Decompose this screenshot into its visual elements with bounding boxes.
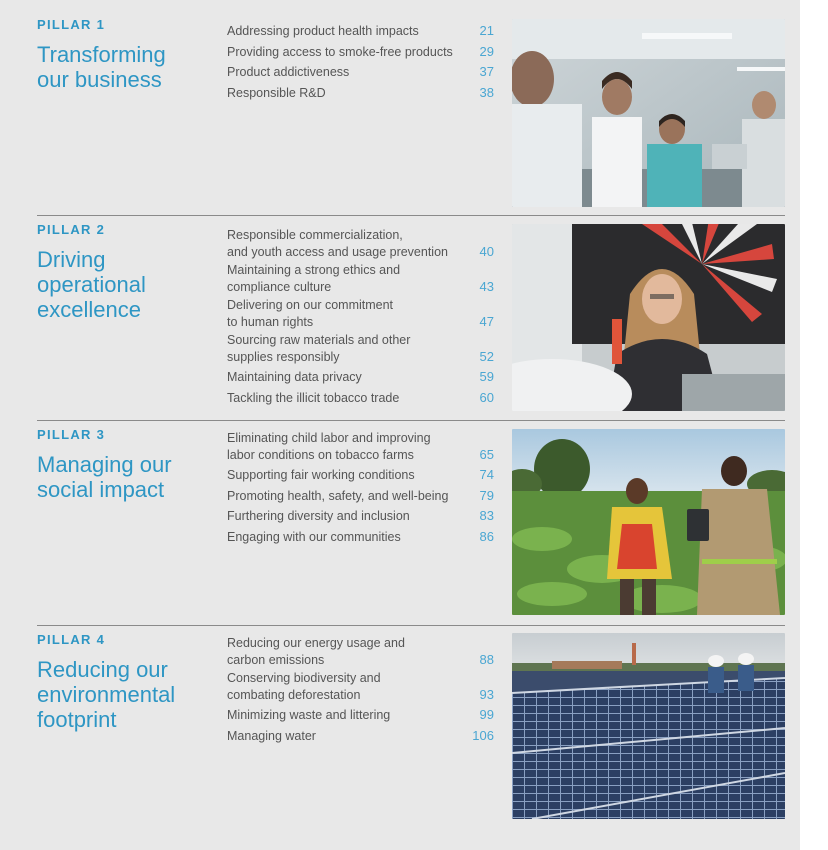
topic-label: Conserving biodiversity and [227,671,381,685]
topic-list [227,430,497,545]
pillar-title [37,247,146,322]
lab-meeting-photo [512,19,785,207]
topic-item[interactable] [227,332,497,365]
pillar-label: PILLAR 1 [37,17,106,32]
page-number[interactable]: 60 [479,389,494,405]
pillar-title-line: environmental [37,682,176,707]
topic-label: Providing access to smoke-free products [227,44,453,59]
page-number[interactable]: 74 [479,467,494,482]
pillar-label: PILLAR 4 [37,632,106,647]
topic-label: combating deforestation [227,687,361,702]
pillar-title [37,42,166,92]
page-number[interactable]: 37 [479,64,494,79]
page-number[interactable]: 21 [479,23,494,38]
topic-list [227,635,497,744]
page-number[interactable]: 86 [479,528,494,544]
pillar-title [37,657,175,732]
pillar-title-line: Transforming [37,42,166,67]
pillar-title [37,452,172,502]
topic-label: Reducing our energy usage and [227,636,405,650]
pillar-title-line: our business [37,67,162,92]
topic-item[interactable] [227,467,497,484]
topic-label: labor conditions on tobacco farms [227,447,414,462]
pillar-label: PILLAR 3 [37,427,106,442]
topic-label: Eliminating child labor and improving [227,431,431,445]
page-number[interactable]: 40 [479,243,494,259]
section-divider [37,420,785,421]
topic-item[interactable] [227,23,497,40]
pillar-3-section [0,427,800,622]
topic-list [227,23,497,101]
topic-label: Addressing product health impacts [227,24,419,38]
pillar-2-section [0,222,800,417]
pillar-1-section [0,17,800,212]
topic-label: Sourcing raw materials and other [227,333,411,347]
pillar-label: PILLAR 2 [37,222,106,237]
pillar-title-line: operational [37,272,146,297]
tobacco-field-farmers-photo [512,429,785,615]
page-number[interactable]: 79 [479,487,494,503]
topic-label: Promoting health, safety, and well-being [227,488,449,503]
topic-item[interactable] [227,670,497,703]
page-number[interactable]: 38 [479,84,494,100]
page-number[interactable]: 106 [472,727,494,743]
topic-label: Maintaining data privacy [227,370,362,384]
page-number[interactable]: 52 [479,348,494,364]
topic-label: Delivering on our commitment [227,298,394,312]
topic-label: carbon emissions [227,652,325,667]
topic-item[interactable] [227,297,497,330]
pillar-title-line: Driving [37,247,106,272]
topic-label: compliance culture [227,279,332,294]
pillar-4-section [0,632,800,827]
topic-label: to human rights [227,314,314,329]
page-number[interactable]: 83 [479,508,494,523]
topic-label: Responsible commercialization, [227,228,403,242]
section-divider [37,625,785,626]
topic-label: supplies responsibly [227,349,340,364]
topic-label: Furthering diversity and inclusion [227,509,410,523]
page-number[interactable]: 88 [479,651,494,667]
topic-label: Managing water [227,728,316,743]
topic-item[interactable] [227,508,497,525]
pillar-title-line: Reducing our [37,657,168,682]
page-number[interactable]: 65 [479,446,494,462]
topic-item[interactable] [227,227,497,260]
solar-panels-photo [512,633,785,819]
topic-item[interactable] [227,529,497,546]
pillar-title-line: Managing our [37,452,172,477]
topic-label: and youth access and usage prevention [227,244,448,259]
topic-list [227,227,497,406]
topic-label: Engaging with our communities [227,529,401,544]
topic-item[interactable] [227,85,497,102]
topic-item[interactable] [227,369,497,386]
topic-item[interactable] [227,488,497,505]
topic-label: Product addictiveness [227,65,350,79]
topic-item[interactable] [227,707,497,724]
page-number[interactable]: 43 [479,278,494,294]
topic-item[interactable] [227,635,497,668]
section-divider [37,215,785,216]
page-number[interactable]: 99 [479,707,494,722]
topic-label: Minimizing waste and littering [227,708,391,722]
page-number[interactable]: 47 [479,313,494,329]
page-number[interactable]: 59 [479,369,494,384]
topic-label: Responsible R&D [227,85,326,100]
topic-item[interactable] [227,430,497,463]
pillar-title-line: excellence [37,297,141,322]
topic-label: Maintaining a strong ethics and [227,263,401,277]
page-number[interactable]: 93 [479,686,494,702]
woman-at-meeting-photo [512,224,785,411]
topic-label: Supporting fair working conditions [227,468,415,482]
topic-label: Tackling the illicit tobacco trade [227,390,400,405]
pillar-title-line: footprint [37,707,117,732]
topic-item[interactable] [227,64,497,81]
pillar-title-line: social impact [37,477,165,502]
topic-item[interactable] [227,390,497,407]
topic-item[interactable] [227,262,497,295]
topic-item[interactable] [227,44,497,61]
topic-item[interactable] [227,728,497,745]
page-number[interactable]: 29 [479,43,494,59]
